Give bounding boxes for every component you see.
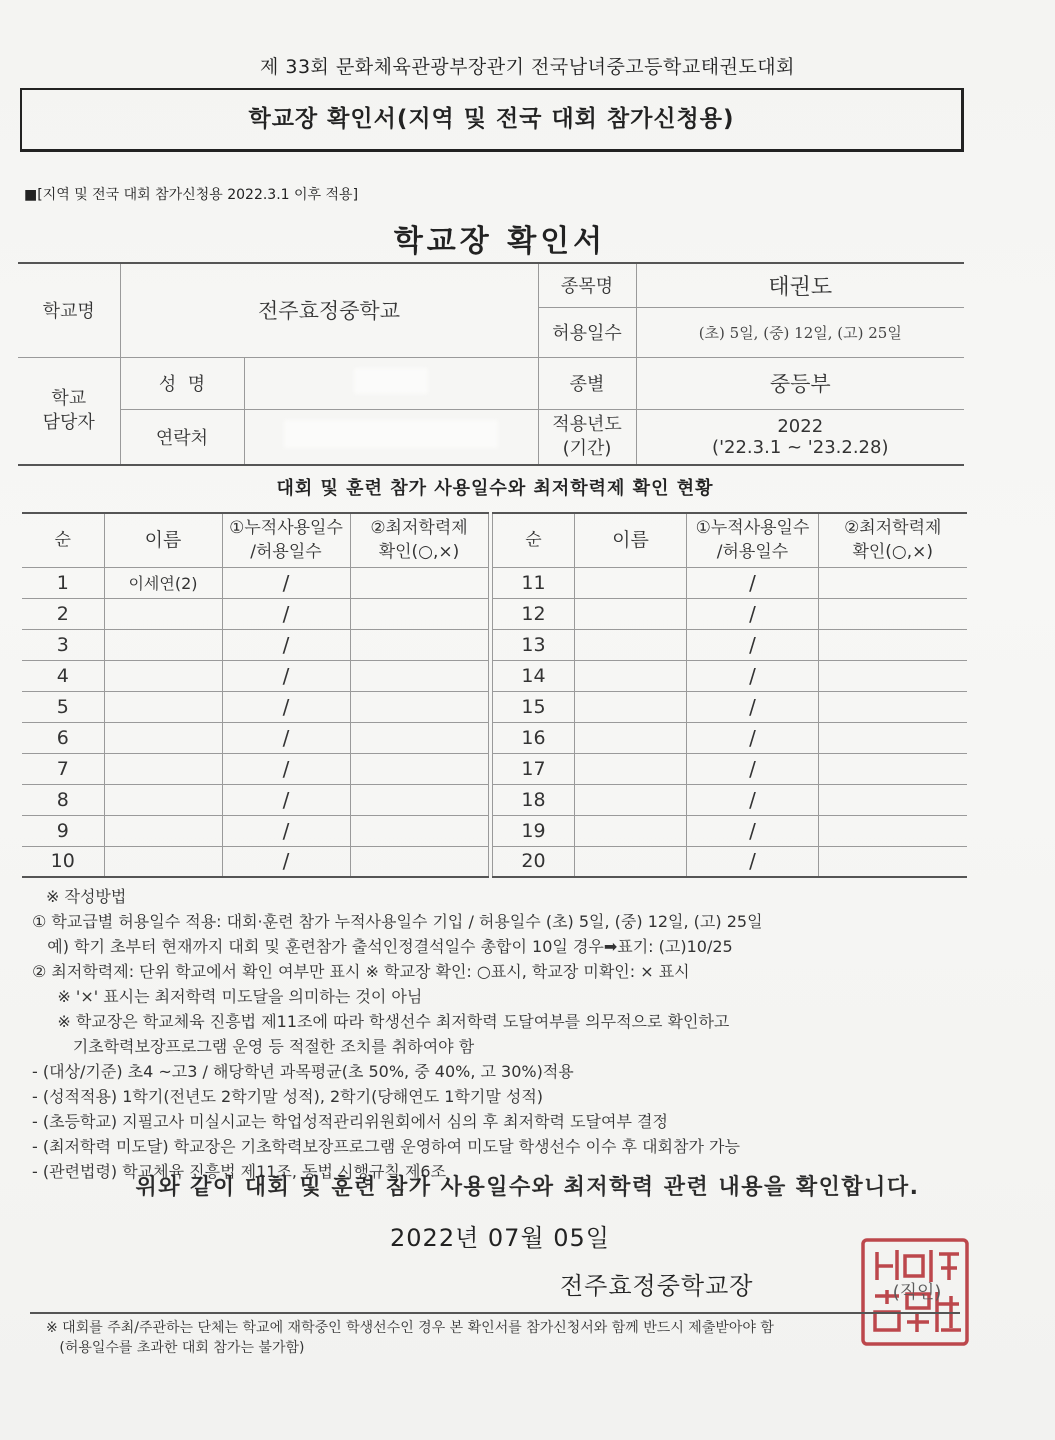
row-number: 18 <box>493 784 575 815</box>
writing-instructions <box>32 884 992 1184</box>
seal-glyph-strokes <box>877 1250 959 1282</box>
cumulative-days: / <box>687 846 819 877</box>
cumulative-days: / <box>222 722 350 753</box>
student-name <box>575 846 687 877</box>
row-number: 4 <box>22 660 104 691</box>
cumulative-days: / <box>687 629 819 660</box>
usage-row <box>493 753 967 784</box>
contact-label: 연락처 <box>120 409 244 465</box>
student-name <box>575 753 687 784</box>
cumulative-days: / <box>222 815 350 846</box>
cumulative-days: / <box>687 753 819 784</box>
note-line: - (대상/기준) 초4 ~고3 / 해당학년 과목평균(초 50%, 중 40%, 고 30%)적용 <box>32 1062 574 1081</box>
note-line: ② 최저학력제: 단위 학교에서 확인 여부만 표시 ※ 학교장 확인: ○표시, 학교장 미확인: × 표시 <box>32 962 690 981</box>
student-name <box>575 567 687 598</box>
form-tag: ■[지역 및 전국 대회 참가신청용 2022.3.1 이후 적용] <box>24 187 359 203</box>
event-value: 태권도 <box>636 263 964 307</box>
cumulative-days: / <box>222 598 350 629</box>
header-name: 이름 <box>575 513 687 567</box>
row-number: 3 <box>22 629 104 660</box>
student-name <box>104 846 222 877</box>
header-name: 이름 <box>104 513 222 567</box>
footnote: ※ 대회를 주최/주관하는 단체는 학교에 재학중인 학생선수인 경우 본 확인서를 참가신청서와 함께 반드시 제출받아야 함 (허용일수를 초과한 대회 참가는 불가함) <box>46 1320 774 1356</box>
student-name <box>104 598 222 629</box>
min-academic-check <box>350 753 488 784</box>
seal-label: (직인) <box>892 1282 942 1303</box>
student-name <box>104 784 222 815</box>
cumulative-days: / <box>687 598 819 629</box>
row-number: 10 <box>22 846 104 877</box>
usage-row <box>22 815 488 846</box>
period-value: ('22.3.1 ~ '23.2.28) <box>712 436 889 458</box>
name-label: 성 명 <box>120 357 244 409</box>
min-academic-check <box>350 722 488 753</box>
min-academic-check <box>350 629 488 660</box>
header-check: ②최저학력제 확인(○,×) <box>819 513 967 567</box>
student-name <box>575 815 687 846</box>
cumulative-days: / <box>687 691 819 722</box>
cumulative-days: / <box>222 846 350 877</box>
row-number: 19 <box>493 815 575 846</box>
min-academic-check <box>819 598 967 629</box>
student-name <box>575 691 687 722</box>
usage-table-right <box>492 512 967 878</box>
student-name <box>575 629 687 660</box>
cumulative-days: / <box>222 691 350 722</box>
cumulative-days: / <box>222 629 350 660</box>
min-academic-check <box>819 846 967 877</box>
min-academic-check <box>819 691 967 722</box>
header-days: ①누적사용일수 /허용일수 <box>687 513 819 567</box>
row-number: 11 <box>493 567 575 598</box>
student-name <box>104 660 222 691</box>
boxed-title: 학교장 확인서(지역 및 전국 대회 참가신청용) <box>20 88 964 152</box>
event-label: 종목명 <box>538 263 636 307</box>
row-number: 17 <box>493 753 575 784</box>
usage-row <box>493 784 967 815</box>
principal-name <box>560 1266 753 1301</box>
note-line: ① 학교급별 허용일수 적용: 대회·훈련 참가 누적사용일수 기입 / 허용일수 (초) 5일, (중) 12일, (고) 25일 <box>32 912 763 931</box>
row-number: 6 <box>22 722 104 753</box>
usage-row <box>22 598 488 629</box>
usage-row <box>493 722 967 753</box>
header-days: ①누적사용일수 /허용일수 <box>222 513 350 567</box>
contact-redaction <box>284 420 498 448</box>
student-name <box>104 815 222 846</box>
allowed-days-value: (초) 5일, (중) 12일, (고) 25일 <box>636 307 964 357</box>
cumulative-days: / <box>687 722 819 753</box>
student-name <box>575 784 687 815</box>
header-check: ②최저학력제 확인(○,×) <box>350 513 488 567</box>
row-number: 20 <box>493 846 575 877</box>
note-line: ※ 작성방법 <box>46 887 127 906</box>
student-name <box>104 722 222 753</box>
division-label: 종별 <box>538 357 636 409</box>
student-name <box>104 691 222 722</box>
cumulative-days: / <box>687 567 819 598</box>
min-academic-check <box>819 815 967 846</box>
usage-row <box>22 691 488 722</box>
row-number: 5 <box>22 691 104 722</box>
cumulative-days: / <box>687 660 819 691</box>
row-number: 1 <box>22 567 104 598</box>
cumulative-days: / <box>687 784 819 815</box>
confirmation-statement: 위와 같이 대회 및 훈련 참가 사용일수와 최저학력 관련 내용을 확인합니다. <box>135 1175 920 1200</box>
min-academic-check <box>819 629 967 660</box>
row-number: 9 <box>22 815 104 846</box>
row-number: 12 <box>493 598 575 629</box>
row-number: 13 <box>493 629 575 660</box>
min-academic-check <box>350 815 488 846</box>
staff-label: 학교 담당자 <box>18 357 120 465</box>
year-cell <box>636 409 964 465</box>
name-value <box>244 357 538 409</box>
row-number: 7 <box>22 753 104 784</box>
row-number: 15 <box>493 691 575 722</box>
usage-row <box>22 722 488 753</box>
min-academic-check <box>350 660 488 691</box>
min-academic-check <box>350 846 488 877</box>
header-no: 순 <box>22 513 104 567</box>
usage-table-left <box>22 512 489 878</box>
min-academic-check <box>819 722 967 753</box>
usage-section-title: 대회 및 훈련 참가 사용일수와 최저학력제 확인 현황 <box>276 478 714 499</box>
footnote-divider <box>30 1312 960 1314</box>
min-academic-check <box>819 660 967 691</box>
school-label: 학교명 <box>18 263 120 357</box>
event-title: 제 33회 문화체육관광부장관기 전국남녀중고등학교태권도대회 <box>259 56 795 78</box>
issue-date: 2022년 07월 05일 <box>390 1224 610 1252</box>
student-name <box>104 629 222 660</box>
usage-row <box>493 660 967 691</box>
student-name <box>575 722 687 753</box>
usage-row <box>22 567 488 598</box>
usage-row <box>22 660 488 691</box>
official-seal-stamp <box>855 1232 975 1352</box>
note-line: 기초학력보장프로그램 운영 등 적절한 조치를 취하여야 함 <box>32 1037 475 1056</box>
year-value: 2022 <box>777 415 824 437</box>
note-line: - (관련법령) 학교체육 진흥법 제11조, 동법 시행규칙 제6조 <box>32 1162 447 1181</box>
usage-row <box>22 629 488 660</box>
name-redaction <box>354 368 428 394</box>
note-line: - (최저학력 미도달) 학교장은 기초학력보장프로그램 운영하여 미도달 학생선수 이수 후 대회참가 가능 <box>32 1137 740 1156</box>
note-line: - (초등학교) 지필고사 미실시교는 학업성적관리위원회에서 심의 후 최저학력 도달여부 결정 <box>32 1112 668 1131</box>
note-line: ※ '×' 표시는 최저학력 미도달을 의미하는 것이 아님 <box>32 987 423 1006</box>
cumulative-days: / <box>222 567 350 598</box>
usage-row <box>493 846 967 877</box>
main-title: 학교장 확인서 <box>393 224 607 259</box>
min-academic-check <box>819 753 967 784</box>
min-academic-check <box>350 567 488 598</box>
cumulative-days: / <box>222 784 350 815</box>
header-no: 순 <box>493 513 575 567</box>
cumulative-days: / <box>222 753 350 784</box>
note-line: ※ 학교장은 학교체육 진흥법 제11조에 따라 학생선수 최저학력 도달여부를 의무적으로 확인하고 <box>32 1012 730 1031</box>
min-academic-check <box>819 784 967 815</box>
note-line: - (성적적용) 1학기(전년도 2학기말 성적), 2학기(당해연도 1학기말 성적) <box>32 1087 544 1106</box>
min-academic-check <box>350 598 488 629</box>
usage-row <box>22 846 488 877</box>
student-name: 이세연(2) <box>104 567 222 598</box>
division-value: 중등부 <box>636 357 964 409</box>
usage-row <box>493 598 967 629</box>
principal-text: 전주효정중학교장 <box>560 1272 754 1300</box>
usage-row <box>493 691 967 722</box>
row-number: 14 <box>493 660 575 691</box>
student-name <box>575 598 687 629</box>
row-number: 16 <box>493 722 575 753</box>
contact-value <box>244 409 538 465</box>
note-line: 예) 학기 초부터 현재까지 대회 및 훈련참가 출석인정결석일수 총합이 10일 경우➡표기: (고)10/25 <box>32 937 733 956</box>
school-value: 전주효정중학교 <box>120 263 538 357</box>
usage-row <box>493 815 967 846</box>
usage-row <box>22 784 488 815</box>
allowed-days-label: 허용일수 <box>538 307 636 357</box>
usage-row <box>493 567 967 598</box>
info-table <box>18 262 964 466</box>
min-academic-check <box>819 567 967 598</box>
usage-row <box>22 753 488 784</box>
cumulative-days: / <box>222 660 350 691</box>
student-name <box>575 660 687 691</box>
row-number: 2 <box>22 598 104 629</box>
student-name <box>104 753 222 784</box>
year-label: 적용년도 (기간) <box>538 409 636 465</box>
cumulative-days: / <box>687 815 819 846</box>
min-academic-check <box>350 784 488 815</box>
min-academic-check <box>350 691 488 722</box>
usage-row <box>493 629 967 660</box>
row-number: 8 <box>22 784 104 815</box>
